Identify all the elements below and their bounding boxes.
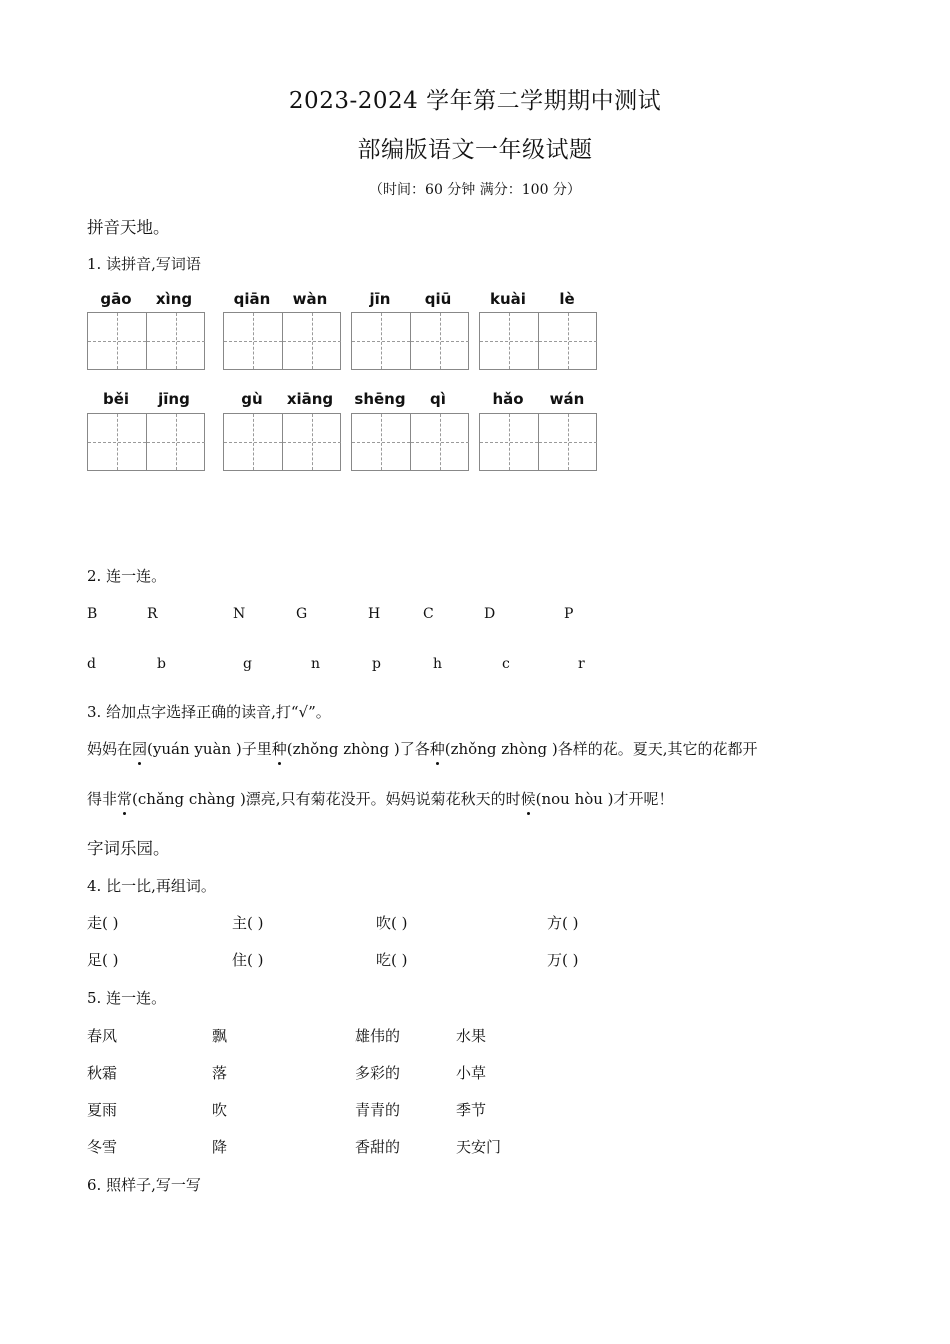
writing-grid-box[interactable] xyxy=(351,312,469,370)
lowercase-letter[interactable]: p xyxy=(372,656,381,672)
writing-grid-box[interactable] xyxy=(223,312,341,370)
exam-title: 2023-2024 学年第二学期期中测试 xyxy=(288,88,662,114)
lowercase-letter[interactable]: n xyxy=(311,656,321,672)
match-item[interactable]: 飘 xyxy=(212,1027,228,1045)
pinyin-label: shēng xyxy=(354,390,406,408)
passage-text: 得非 xyxy=(87,790,118,808)
question-1-label: 1. 读拼音,写词语 xyxy=(87,255,201,273)
match-item[interactable]: 秋霜 xyxy=(87,1064,118,1082)
section-words-heading: 字词乐园。 xyxy=(87,839,170,858)
pinyin-label: gāo xyxy=(100,290,132,308)
word-blank[interactable]: 吃( ) xyxy=(376,951,408,969)
lowercase-letter[interactable]: h xyxy=(433,656,443,672)
pinyin-choice[interactable]: (yuán yuàn )子里 xyxy=(147,740,272,758)
uppercase-letter[interactable]: H xyxy=(368,606,381,622)
lowercase-letter[interactable]: d xyxy=(87,656,96,672)
pinyin-choice[interactable]: (chǎng chàng )漂亮,只有菊花没开。妈妈说菊花秋天的时 xyxy=(132,790,521,808)
passage-text: 妈妈在 xyxy=(87,740,133,758)
lowercase-letter[interactable]: b xyxy=(157,656,166,672)
pinyin-choice[interactable]: (nou hòu )才开呢！ xyxy=(535,790,674,808)
pinyin-choice[interactable]: (zhǒng zhòng )各样的花。夏天,其它的花都开 xyxy=(444,740,758,758)
section-pinyin-heading: 拼音天地。 xyxy=(87,218,170,237)
match-item[interactable]: 夏雨 xyxy=(87,1101,118,1119)
uppercase-letter[interactable]: R xyxy=(147,606,158,622)
match-item[interactable]: 香甜的 xyxy=(355,1138,401,1156)
pinyin-label: wàn xyxy=(292,290,328,308)
question-6-label: 6. 照样子,写一写 xyxy=(87,1176,201,1194)
writing-grid-box[interactable] xyxy=(223,413,341,471)
reading-passage-line-1 xyxy=(87,738,757,759)
question-5-label: 5. 连一连。 xyxy=(87,989,167,1007)
dotted-character: 种 xyxy=(271,740,287,758)
pinyin-label: lè xyxy=(559,290,575,308)
pinyin-label: kuài xyxy=(490,290,526,308)
pinyin-label: gù xyxy=(241,390,263,408)
pinyin-label: jīng xyxy=(158,390,190,408)
question-4-label: 4. 比一比,再组词。 xyxy=(87,877,216,895)
word-blank[interactable]: 住( ) xyxy=(232,951,264,969)
pinyin-label: qì xyxy=(430,390,446,408)
word-blank[interactable]: 万( ) xyxy=(547,951,579,969)
lowercase-letter[interactable]: g xyxy=(243,656,252,672)
writing-grid-box[interactable] xyxy=(479,413,597,471)
word-blank[interactable]: 足( ) xyxy=(87,951,119,969)
pinyin-label: xiāng xyxy=(286,390,334,408)
uppercase-letter[interactable]: C xyxy=(423,606,434,622)
match-item[interactable]: 吹 xyxy=(212,1101,228,1119)
match-item[interactable]: 多彩的 xyxy=(355,1064,401,1082)
dotted-character: 常 xyxy=(117,790,133,808)
match-item[interactable]: 冬雪 xyxy=(87,1138,118,1156)
pinyin-label: qiū xyxy=(424,290,452,308)
word-blank[interactable]: 走( ) xyxy=(87,914,119,932)
pinyin-label: běi xyxy=(102,390,130,408)
match-item[interactable]: 季节 xyxy=(456,1101,487,1119)
match-item[interactable]: 青青的 xyxy=(355,1101,401,1119)
dotted-character: 种 xyxy=(429,740,445,758)
writing-grid-box[interactable] xyxy=(87,312,205,370)
uppercase-letter[interactable]: N xyxy=(233,606,246,622)
writing-grid-box[interactable] xyxy=(351,413,469,471)
lowercase-letter[interactable]: r xyxy=(578,656,585,672)
reading-passage-line-2 xyxy=(87,788,674,809)
uppercase-letter[interactable]: D xyxy=(484,606,496,622)
match-item[interactable]: 天安门 xyxy=(456,1138,502,1156)
pinyin-label: qiān xyxy=(233,290,271,308)
writing-grid-box[interactable] xyxy=(479,312,597,370)
question-3-label: 3. 给加点字选择正确的读音,打“√”。 xyxy=(87,703,331,721)
uppercase-letter[interactable]: B xyxy=(87,606,98,622)
match-item[interactable]: 春风 xyxy=(87,1027,118,1045)
writing-grid-box[interactable] xyxy=(87,413,205,471)
pinyin-label: xìng xyxy=(155,290,193,308)
pinyin-choice[interactable]: (zhǒng zhòng )了各 xyxy=(286,740,430,758)
question-2-label: 2. 连一连。 xyxy=(87,567,167,585)
lowercase-letter[interactable]: c xyxy=(502,656,510,672)
dotted-character: 园 xyxy=(132,740,148,758)
word-blank[interactable]: 吹( ) xyxy=(376,914,408,932)
dotted-character: 候 xyxy=(520,790,536,808)
word-blank[interactable]: 主( ) xyxy=(232,914,264,932)
match-item[interactable]: 降 xyxy=(212,1138,228,1156)
match-item[interactable]: 小草 xyxy=(456,1064,487,1082)
uppercase-letter[interactable]: P xyxy=(564,606,574,622)
exam-subtitle-title: 部编版语文一年级试题 xyxy=(357,137,593,163)
uppercase-letter[interactable]: G xyxy=(296,606,308,622)
exam-time-score: （时间：60 分钟 满分：100 分） xyxy=(369,182,581,198)
match-item[interactable]: 雄伟的 xyxy=(355,1027,401,1045)
pinyin-label: jīn xyxy=(369,290,391,308)
pinyin-label: hǎo xyxy=(492,390,524,408)
pinyin-label: wán xyxy=(549,390,585,408)
match-item[interactable]: 水果 xyxy=(456,1027,487,1045)
word-blank[interactable]: 方( ) xyxy=(547,914,579,932)
match-item[interactable]: 落 xyxy=(212,1064,228,1082)
